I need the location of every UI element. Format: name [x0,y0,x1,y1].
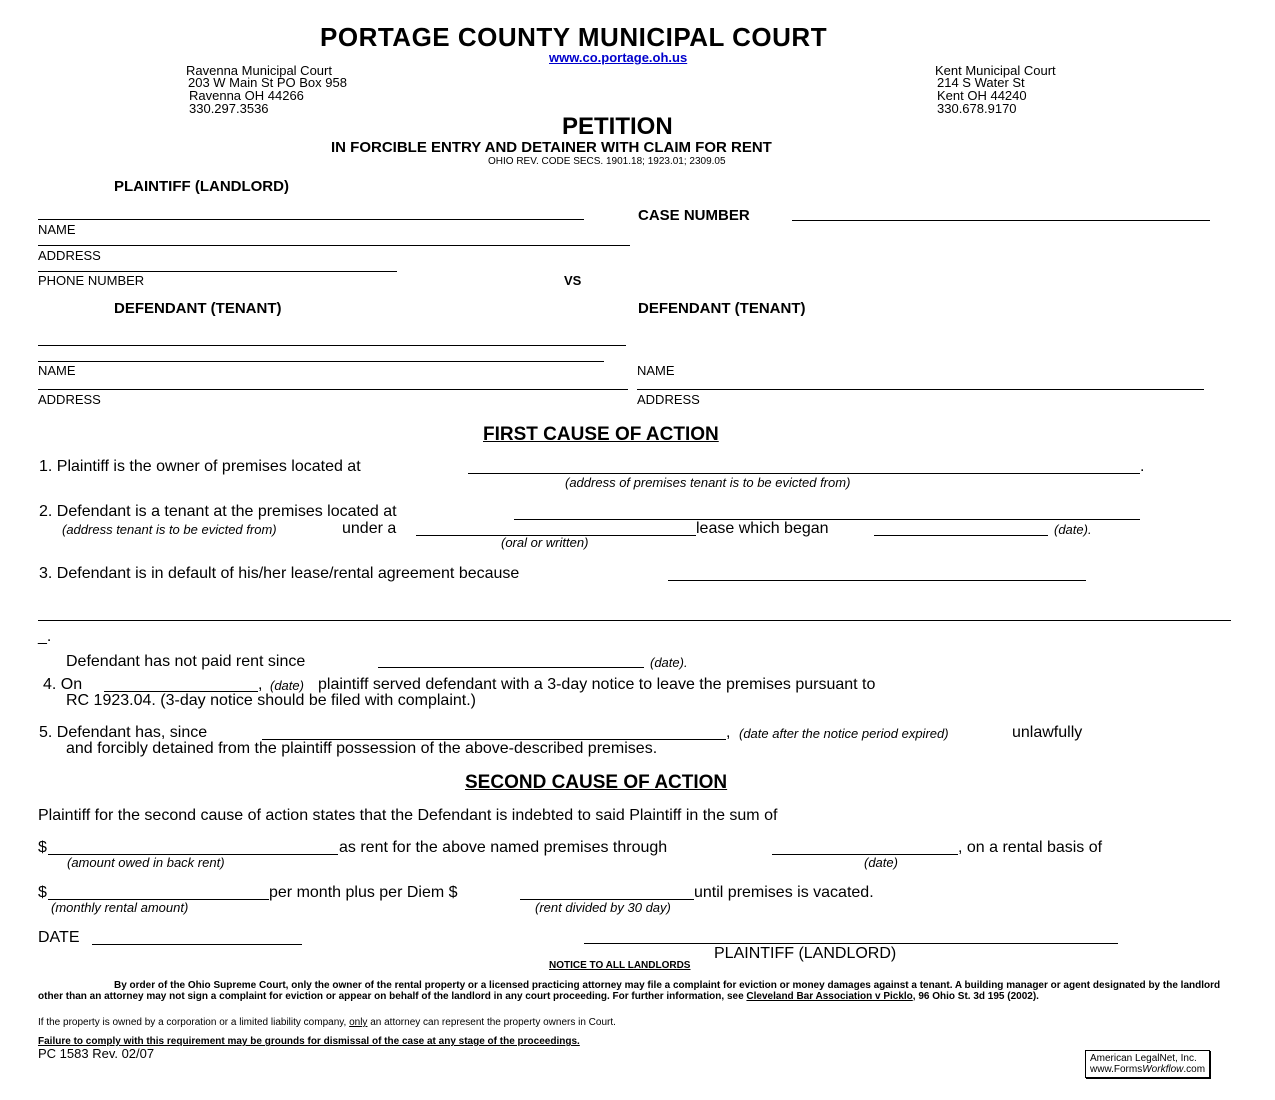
item1-premises-line[interactable] [468,473,1140,474]
defendant-heading-left: DEFENDANT (TENANT) [114,300,282,317]
defendant1-address-label: ADDRESS [38,392,101,407]
until-vacated-text: until premises is vacated. [694,884,874,901]
brand-line2 [1090,1064,1205,1075]
defendant-heading-right: DEFENDANT (TENANT) [638,300,806,317]
corp-text-b: an attorney can represent the property owners in Court. [370,1017,616,1028]
item1-hint: (address of premises tenant is to be evicted from) [565,475,851,490]
item1-text: 1. Plaintiff is the owner of premises located at [39,458,361,475]
item2-text: 2. Defendant is a tenant at the premises located at [39,503,397,520]
notice-paragraph-text: By order of the Ohio Supreme Court, only the owner of the rental property or a licensed practicing attorney may file a complaint for eviction or money damages against a tenant. A building manager or agent designated by the landlord other than an attorney may not sign a complaint for eviction or appear on behalf of the landlord in any court proceeding. For further information, see [38,980,1221,1002]
notice-corporation-text [38,1017,616,1028]
brand-line2a: www.Forms [1090,1064,1143,1075]
notice-paragraph [38,980,1233,1002]
defendant1-address-line[interactable] [38,389,628,390]
second-cause-intro: Plaintiff for the second cause of action states that the Defendant is indebted to said Plaintiff in the sum of [38,807,778,824]
per-diem-hint: (rent divided by 30 day) [535,900,671,915]
through-date-hint: (date) [864,855,898,870]
case-number-line[interactable] [792,220,1210,221]
court-website-link[interactable]: www.co.portage.oh.us [549,50,688,65]
plaintiff-heading: PLAINTIFF (LANDLORD) [114,178,289,195]
per-month-text: per month plus per Diem $ [269,884,458,901]
date-label: DATE [38,929,80,946]
ravenna-court-city: Ravenna OH 44266 [189,88,304,103]
plaintiff-signature-line[interactable] [584,943,1118,944]
item3-end: _. [38,628,52,645]
ravenna-court-street: 203 W Main St PO Box 958 [188,75,347,90]
kent-court-name: Kent Municipal Court [935,63,1056,78]
brand-line1: American LegalNet, Inc. [1090,1053,1197,1064]
item5-hint: (date after the notice period expired) [739,726,949,741]
item2-address-hint: (address tenant is to be evicted from) [62,522,277,537]
defendant2-name-label: NAME [637,363,675,378]
ravenna-court-phone: 330.297.3536 [189,101,269,116]
rental-basis-text: , on a rental basis of [958,839,1103,856]
item3-reason-line[interactable] [668,580,1086,581]
defendant1-name-label: NAME [38,363,76,378]
plaintiff-address-label: ADDRESS [38,248,101,263]
corp-text-a: If the property is owned by a corporation or a limited liability company, [38,1017,347,1028]
item3-reason-line-2[interactable] [38,620,1231,621]
not-paid-date-line[interactable] [378,667,644,668]
item2-date-hint: (date). [1054,522,1092,537]
monthly-dollar: $ [38,884,47,901]
item4-date-hint: (date) [270,678,304,693]
brand-line2c: .com [1183,1064,1206,1075]
item4-on: 4. On [43,676,83,693]
code-reference: OHIO REV. CODE SECS. 1901.18; 1923.01; 2309.05 [488,156,726,167]
petition-subtitle: IN FORCIBLE ENTRY AND DETAINER WITH CLAIM FOR RENT [331,139,772,156]
plaintiff-phone-label: PHONE NUMBER [38,273,145,288]
kent-court-city: Kent OH 44240 [937,88,1027,103]
first-cause-heading: FIRST CAUSE OF ACTION [483,424,719,445]
item2-oral-hint: (oral or written) [501,535,589,550]
corp-text-only: only [349,1017,368,1028]
brand-box [1085,1050,1210,1078]
defendant2-address-label: ADDRESS [637,392,700,407]
notice-citation-rest: , 96 Ohio St. 3d 195 (2002). [912,991,1039,1002]
plaintiff-phone-line[interactable] [38,271,397,272]
item5-unlawfully: unlawfully [1012,724,1083,741]
back-rent-hint: (amount owed in back rent) [67,855,225,870]
notice-heading: NOTICE TO ALL LANDLORDS [549,960,691,971]
item2-date-line[interactable] [874,535,1048,536]
back-rent-dollar: $ [38,839,47,856]
vs-label: VS [564,273,582,288]
brand-line2b: Workflow [1142,1064,1184,1075]
item2-lease-began: lease which began [696,520,829,537]
monthly-hint: (monthly rental amount) [51,900,189,915]
kent-court-phone: 330.678.9170 [937,101,1017,116]
plaintiff-name-line[interactable] [38,219,584,220]
plaintiff-address-line[interactable] [38,245,630,246]
item4-line2: RC 1923.04. (3-day notice should be filed with complaint.) [66,692,476,709]
petition-title: PETITION [562,113,673,140]
defendant2-address-line[interactable] [637,389,1204,390]
ravenna-court-name: Ravenna Municipal Court [186,63,332,78]
as-rent-text: as rent for the above named premises through [339,839,668,856]
item4-text: plaintiff served defendant with a 3-day notice to leave the premises pursuant to [318,676,876,693]
plaintiff-name-label: NAME [38,222,76,237]
case-number-label: CASE NUMBER [638,207,750,224]
not-paid-date-hint: (date). [650,655,688,670]
item4-comma: , [258,676,263,693]
defendant1-name-line[interactable] [38,361,604,362]
second-cause-heading: SECOND CAUSE OF ACTION [465,772,728,793]
item5-line2: and forcibly detained from the plaintiff possession of the above-described premises. [66,740,658,757]
item1-period: . [1140,458,1145,475]
defendant1-line-1[interactable] [38,345,626,346]
plaintiff-signature-label: PLAINTIFF (LANDLORD) [714,945,897,962]
form-id: PC 1583 Rev. 02/07 [38,1046,155,1061]
not-paid-text: Defendant has not paid rent since [66,653,306,670]
date-line[interactable] [92,944,302,945]
item5-text: 5. Defendant has, since [39,724,208,741]
item2-under: under a [342,520,397,537]
notice-citation-case: Cleveland Bar Association v Picklo [746,991,913,1002]
notice-failure-warning: Failure to comply with this requirement may be grounds for dismissal of the case at any stage of the proceedings. [38,1036,580,1047]
court-title: PORTAGE COUNTY MUNICIPAL COURT [320,22,828,52]
item3-text: 3. Defendant is in default of his/her lease/rental agreement because [39,565,520,582]
item5-comma: , [726,724,731,741]
kent-court-street: 214 S Water St [937,75,1025,90]
